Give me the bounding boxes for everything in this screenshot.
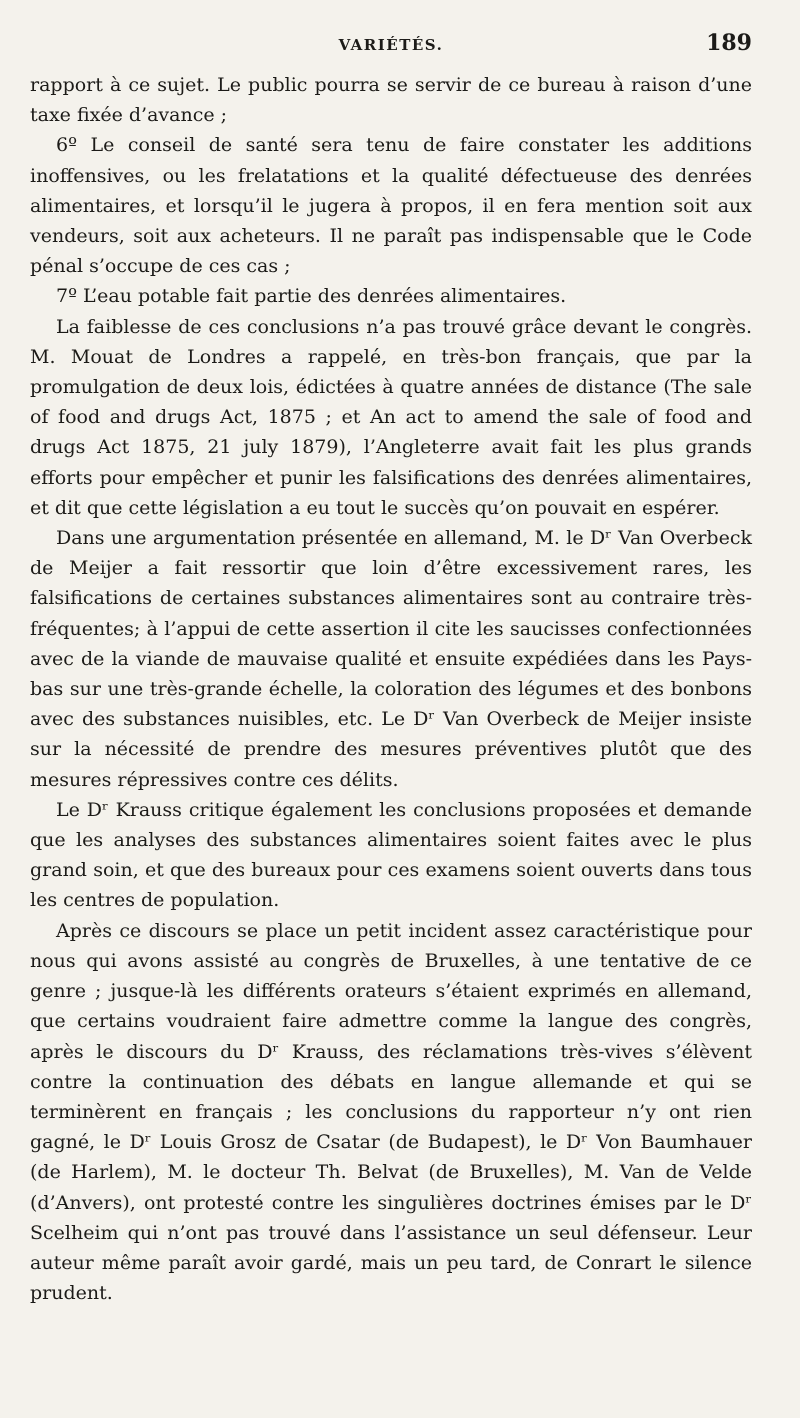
paragraph-continued: rapport à ce sujet. Le public pourra se servir de ce bureau à raison d’une taxe fixée d’avance ; (30, 74, 752, 127)
paragraph-van-overbeck: Dans une argumentation présentée en allemand, M. le Dʳ Van Overbeck de Meijer a fait ressortir que loin d’être excessivement rares, les falsifications de certaines substances alimentaires sont au contraire très-fréquentes; à l’appui de cette assertion il cite les saucisses confectionnées avec de la viande de mauvaise qualité et ensuite expédiées dans les Pays-bas sur une très-grande échelle, la coloration des légumes et des bonbons avec des substances nuisibles, etc. Le Dʳ Van Overbeck de Meijer insiste sur la nécessité de prendre des mesures préventives plutôt que des mesures répressives contre ces délits. (30, 527, 752, 791)
page-number: 189 (706, 30, 752, 56)
paragraph-incident: Après ce discours se place un petit incident assez caractéristique pour nous qui avons assisté au congrès de Bruxelles, à une tentative de ce genre ; jusque-là les différents orateurs s’étaient exprimés en allemand, que certains voudraient faire admettre comme la langue des congrès, après le discours du Dʳ Krauss, des réclamations très-vives s’élèvent contre la continuation des débats en langue allemande et qui se terminèrent en français ; les conclusions du rapporteur n’y ont rien gagné, le Dʳ Louis Grosz de Csatar (de Budapest), le Dʳ Von Baumhauer (de Harlem), M. le docteur Th. Belvat (de Bruxelles), M. Van de Velde (d’Anvers), ont protesté contre les singulières doctrines émises par le Dʳ Scelheim qui n’ont pas trouvé dans l’assistance un seul défenseur. Leur auteur même paraît avoir gardé, mais un peu tard, de Conrart le silence prudent. (30, 919, 752, 1305)
running-title: VARIÉTÉS. (338, 36, 444, 54)
running-head (30, 0, 752, 70)
body-text (30, 70, 752, 1308)
paragraph-item-7: 7º L’eau potable fait partie des denrées alimentaires. (56, 285, 567, 308)
paragraph-krauss: Le Dʳ Krauss critique également les conclusions proposées et demande que les analyses des substances alimentaires soient faites avec le plus grand soin, et que des bureaux pour ces examens soient ouverts dans tous les centres de population. (30, 798, 752, 912)
paragraph-item-6: 6º Le conseil de santé sera tenu de faire constater les additions inoffensives, ou les frelatations et la qualité défectueuse des denrées alimentaires, et lorsqu’il le jugera à propos, il en fera mention soit aux vendeurs, soit aux acheteurs. Il ne paraît pas indispensable que le Code pénal s’occupe de ces cas ; (30, 134, 752, 278)
paragraph-mouat: La faiblesse de ces conclusions n’a pas trouvé grâce devant le congrès. M. Mouat de Londres a rappelé, en très-bon français, que par la promulgation de deux lois, édictées à quatre années de distance (The sale of food and drugs Act, 1875 ; et An act to amend the sale of food and drugs Act 1875, 21 july 1879), l’Angleterre avait fait les plus grands efforts pour empêcher et punir les falsifications des denrées alimentaires, et dit que cette législation a eu tout le succès qu’on pouvait en espérer. (30, 315, 752, 519)
